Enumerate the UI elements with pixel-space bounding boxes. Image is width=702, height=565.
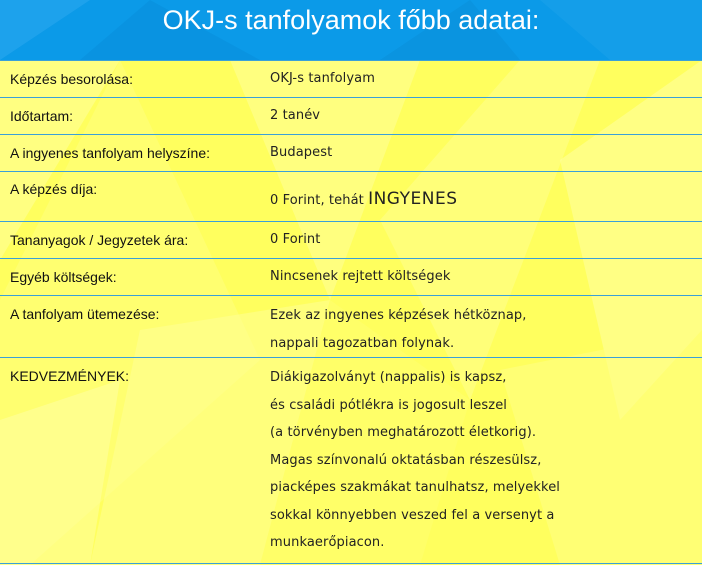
page-header <box>0 0 702 60</box>
row-value <box>270 302 527 357</box>
row-label: A képzés díja: <box>10 181 98 197</box>
table-row <box>0 98 702 135</box>
row-value: 0 Forint <box>270 232 321 247</box>
table-row <box>0 358 702 564</box>
page-title: OKJ-s tanfolyamok főbb adatai: <box>162 5 540 35</box>
row-label: Képzés besorolása: <box>10 71 133 87</box>
free-emphasis: INGYENES <box>368 189 458 209</box>
table-row <box>0 222 702 259</box>
table-row <box>0 172 702 222</box>
row-value <box>270 189 458 209</box>
value-line: munkaerőpiacon. <box>270 535 385 550</box>
course-details-table <box>0 60 702 564</box>
row-label: Időtartam: <box>10 108 74 124</box>
value-line: Magas színvonalú oktatásban részesülsz, <box>270 452 542 468</box>
value-line: Diákigazolványt (nappalis) is kapsz, <box>270 370 507 385</box>
value-line: és családi pótlékra is jogosult leszel <box>270 397 508 413</box>
row-value: Budapest <box>270 145 333 160</box>
row-label: A ingyenes tanfolyam helyszíne: <box>10 145 211 161</box>
price-text: 0 Forint, tehát <box>270 193 369 208</box>
table-row <box>0 296 702 358</box>
table-row <box>0 259 702 296</box>
value-line: Ezek az ingyenes képzések hétköznap, <box>270 308 527 323</box>
table-row <box>0 135 702 172</box>
value-line: nappali tagozatban folynak. <box>270 335 455 351</box>
value-line: piacképes szakmákat tanulhatsz, melyekkel <box>270 480 560 495</box>
table-row <box>0 60 702 98</box>
row-value: 2 tanév <box>270 108 321 123</box>
row-label: KEDVEZMÉNYEK: <box>10 368 130 384</box>
row-label: A tanfolyam ütemezése: <box>10 306 160 322</box>
row-value: Nincsenek rejtett költségek <box>270 269 451 284</box>
row-value: OKJ-s tanfolyam <box>270 71 375 86</box>
value-line: (a törvényben meghatározott életkorig). <box>270 425 537 440</box>
value-line: sokkal könnyebben veszed fel a versenyt a <box>270 507 555 523</box>
row-label: Tananyagok / Jegyzetek ára: <box>10 232 189 248</box>
row-label: Egyéb költségek: <box>10 269 117 285</box>
row-value <box>270 364 560 557</box>
